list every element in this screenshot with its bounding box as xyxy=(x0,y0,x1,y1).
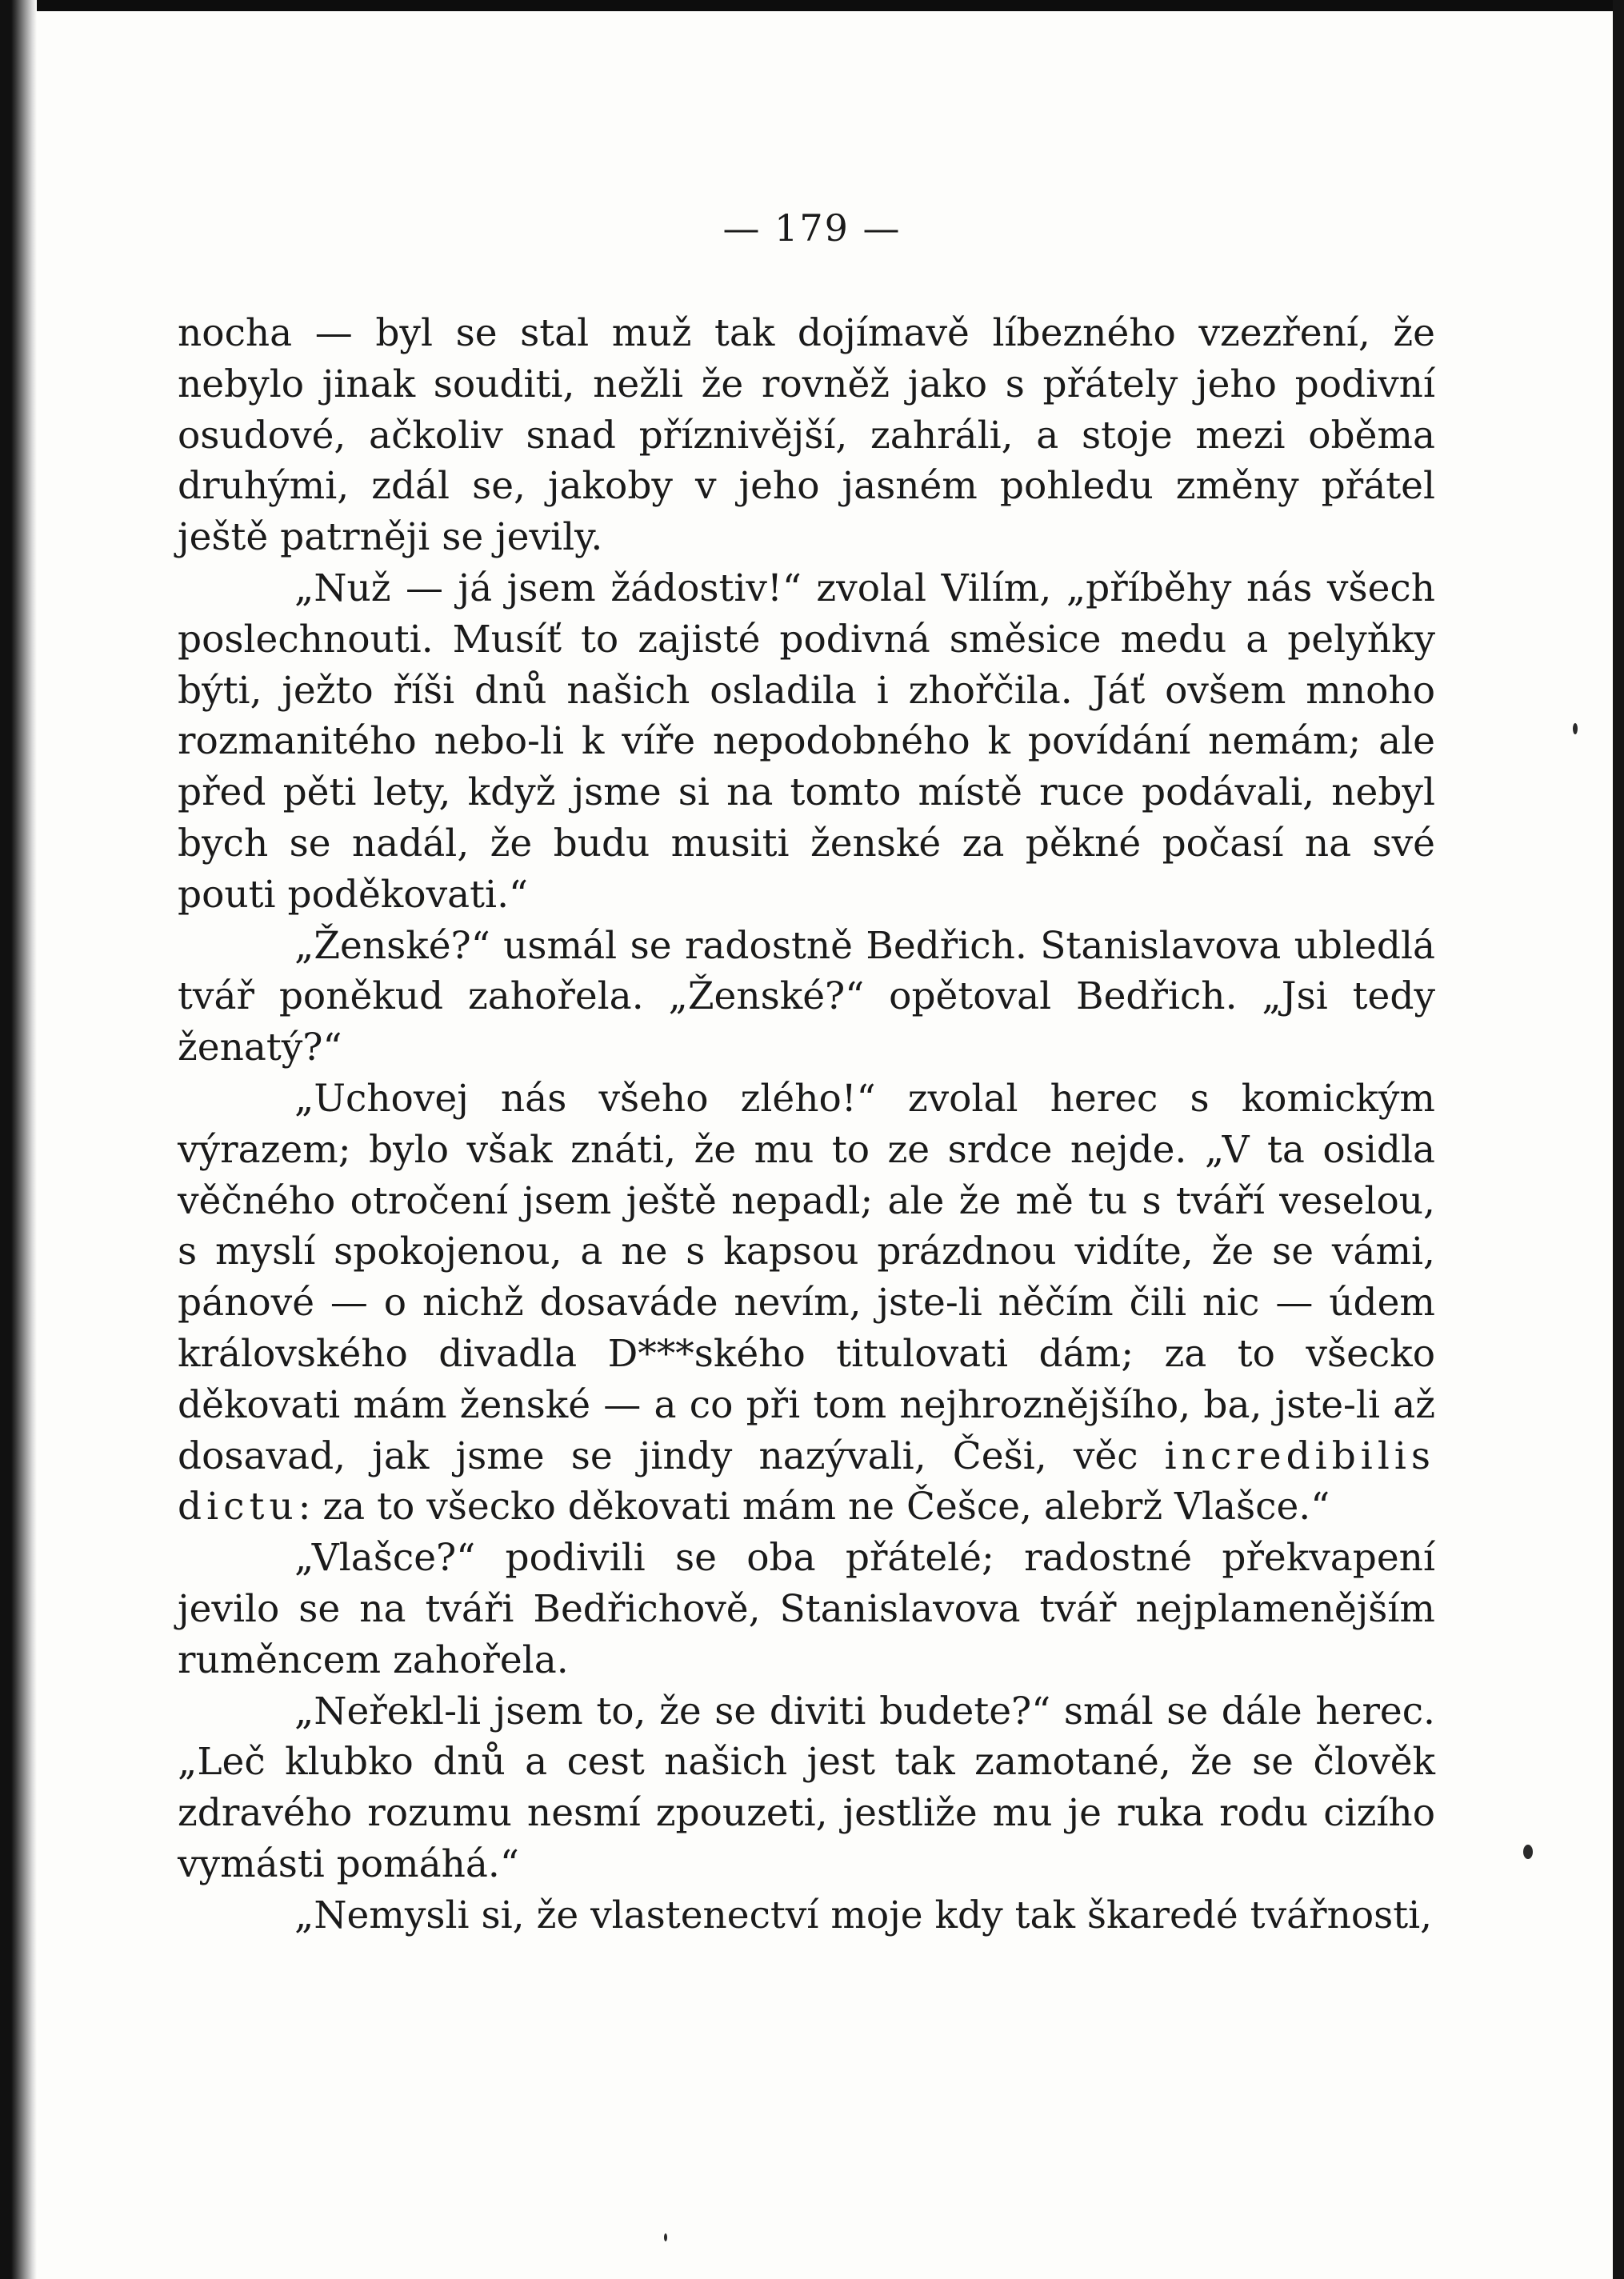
paragraph-4 xyxy=(178,1074,1435,1533)
scan-speck xyxy=(1573,723,1578,734)
paragraph-2: „Nuž — já jsem žádostiv!“ zvolal Vilím, „příběhy nás všech poslechnouti. Musíť to zajisté podivná směsice medu a pelyňky býti, ježto říši dnů našich osladila i zhořčila. Jáť ovšem mnoho rozmanitého nebo-li k víře nepodobného k povídání nemám; ale před pěti lety, když jsme si na tomto místě ruce podávali, nebyl bych se nadál, že budu musiti ženské za pěkné počasí na své pouti poděkovati.“ xyxy=(178,566,1435,917)
body-text xyxy=(178,308,1435,1941)
scan-speck xyxy=(1523,1845,1533,1859)
paragraph-1: nocha — byl se stal muž tak dojímavě líbezného vzezření, že nebylo jinak souditi, nežli že rovněž jako s přátely jeho podivní osudové, ačkoliv snad příznivější, zahráli, a stoje mezi oběma druhými, zdál se, jakoby v jeho jasném pohledu změny přátel ještě patrněji se jevily. xyxy=(178,311,1435,560)
paragraph-4-text-before: „Uchovej nás všeho zlého!“ zvolal herec s komickým výrazem; bylo však znáti, že mu to ze srdce nejde. „V ta osidla věčného otročení jsem ještě nepadl; ale že mě tu s tváří veselou, s myslí spokojenou, a ne s kapsou prázdnou vidíte, že se vámi, pánové — o nichž dosaváde nevím, jste-li něčím čili nic — údem královského divadla D***ského titulovati dám; za to všecko děkovati mám ženské — a co při tom nejhroznějšího, ba, jste-li až dosavad, jak jsme se jindy nazývali, Češi, věc xyxy=(178,1076,1435,1478)
paragraph-6: „Neřekl-li jsem to, že se diviti budete?“ smál se dále herec. „Leč klubko dnů a cest našich jest tak zamotané, že se člověk zdravého rozumu nesmí zpouzeti, jestliže mu je ruka rodu cizího vymásti pomáhá.“ xyxy=(178,1689,1435,1886)
scan-edge-top xyxy=(0,0,1624,11)
scan-edge-right xyxy=(1613,0,1624,2279)
page-number: — 179 — xyxy=(722,206,902,250)
paragraph-3: „Ženské?“ usmál se radostně Bedřich. Stanislavova ubledlá tvář poněkud zahořela. „Ženské?“ opětoval Bedřich. „Jsi tedy ženatý?“ xyxy=(178,923,1435,1070)
paragraph-7: „Nemysli si, že vlastenectví moje kdy tak škaredé tvářnosti, xyxy=(294,1893,1433,1937)
paragraph-4-latin-phrase: incredibilis dictu xyxy=(178,1433,1435,1529)
paragraph-4-text-after: : za to všecko děkovati mám ne Češce, alebrž Vlašce.“ xyxy=(298,1485,1330,1529)
paragraph-5: „Vlašce?“ podivili se oba přátelé; radostné překvapení jevilo se na tváři Bedřichově, Stanislavova tvář nejplamenějším ruměncem zahořela. xyxy=(178,1536,1435,1682)
scan-edge-left xyxy=(0,0,37,2279)
scan-speck xyxy=(664,2233,667,2241)
